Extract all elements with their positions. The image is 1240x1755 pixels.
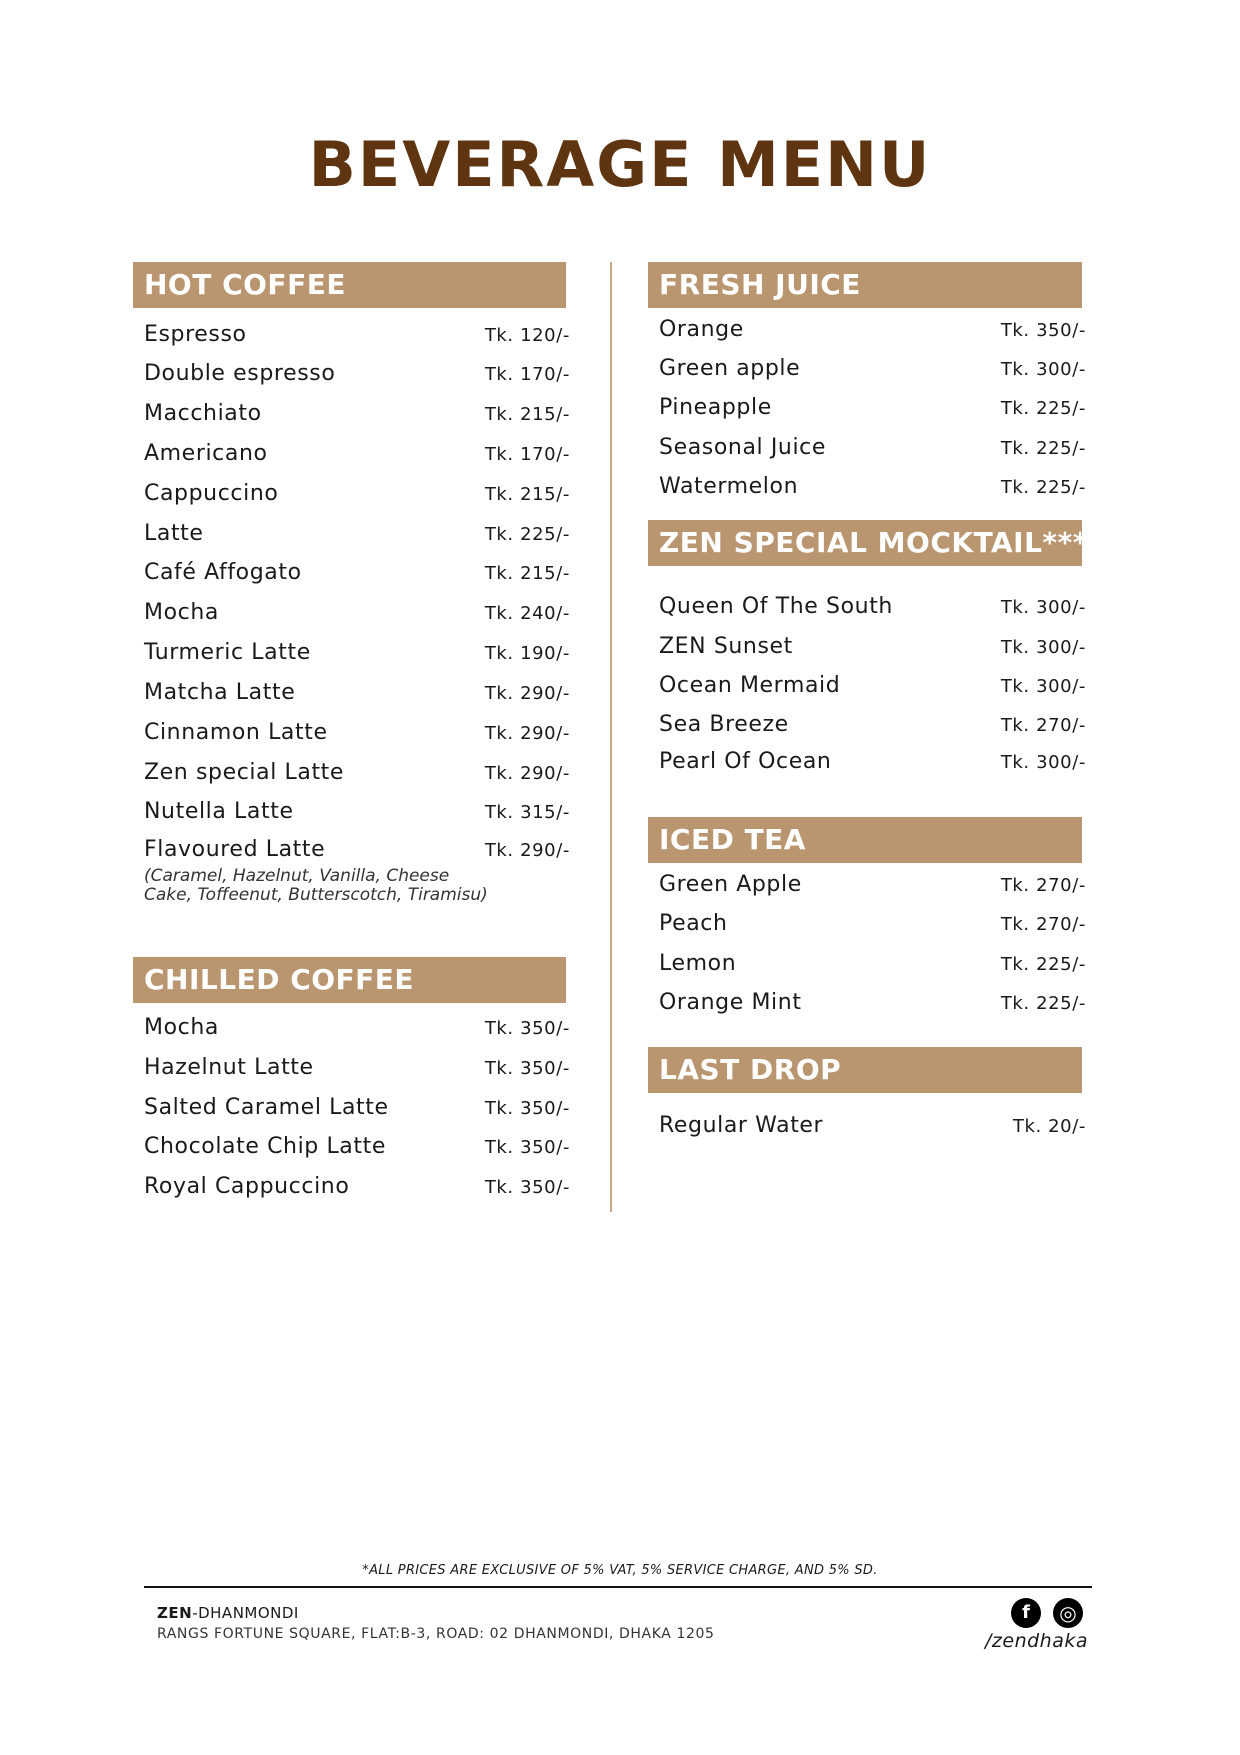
- item-name: Americano: [144, 441, 268, 466]
- item-name: Cinnamon Latte: [144, 720, 328, 745]
- item-name: Green Apple: [659, 872, 802, 897]
- item-price: Tk. 240/-: [484, 603, 570, 624]
- item-price: Tk. 315/-: [484, 802, 570, 823]
- menu-item: [659, 594, 1086, 634]
- item-price: Tk. 270/-: [1000, 715, 1086, 736]
- item-name: Espresso: [144, 322, 247, 347]
- menu-item: [659, 872, 1086, 912]
- menu-item: [144, 720, 570, 760]
- section-mocktail: [648, 520, 1088, 790]
- menu-item: [144, 481, 570, 521]
- section-heading: CHILLED COFFEE: [133, 957, 566, 1003]
- section-heading: ICED TEA: [648, 817, 1082, 863]
- item-name: Queen Of The South: [659, 594, 893, 619]
- menu-item: [144, 322, 570, 362]
- item-name: Turmeric Latte: [144, 640, 311, 665]
- item-price: Tk. 350/-: [484, 1058, 570, 1079]
- section-heading: LAST DROP: [648, 1047, 1082, 1093]
- item-name: Nutella Latte: [144, 799, 294, 824]
- page-title: BEVERAGE MENU: [308, 128, 932, 201]
- item-name: Pearl Of Ocean: [659, 749, 832, 774]
- flavour-note: [144, 867, 488, 905]
- item-name: Pineapple: [659, 395, 772, 420]
- item-price: Tk. 300/-: [1000, 637, 1086, 658]
- menu-item: [659, 634, 1086, 674]
- menu-item: [144, 1055, 570, 1095]
- item-name: Green apple: [659, 356, 801, 381]
- item-price: Tk. 270/-: [1000, 914, 1086, 935]
- menu-item: [144, 521, 570, 561]
- item-name: Matcha Latte: [144, 680, 296, 705]
- item-name: Lemon: [659, 951, 737, 976]
- section-heading: HOT COFFEE: [133, 262, 566, 308]
- flavour-note-line: Cake, Toffeenut, Butterscotch, Tiramisu): [144, 885, 488, 905]
- item-name: Salted Caramel Latte: [144, 1095, 389, 1120]
- menu-item: [659, 395, 1086, 435]
- item-name: Peach: [659, 911, 728, 936]
- menu-item: [659, 673, 1086, 713]
- menu-item: [144, 640, 570, 680]
- menu-item: [144, 1015, 570, 1055]
- item-price: Tk. 170/-: [484, 444, 570, 465]
- menu-item: [144, 441, 570, 481]
- item-price: Tk. 290/-: [484, 840, 570, 861]
- item-price: Tk. 225/-: [1000, 438, 1086, 459]
- menu-item: [144, 401, 570, 441]
- section-chilled-coffee: [133, 957, 570, 1207]
- item-price: Tk. 300/-: [1000, 597, 1086, 618]
- item-price: Tk. 290/-: [484, 723, 570, 744]
- item-price: Tk. 215/-: [484, 404, 570, 425]
- item-name: Double espresso: [144, 361, 336, 386]
- menu-item: [144, 1134, 570, 1174]
- item-price: Tk. 290/-: [484, 763, 570, 784]
- item-price: Tk. 225/-: [1000, 398, 1086, 419]
- item-price: Tk. 300/-: [1000, 359, 1086, 380]
- item-name: Flavoured Latte: [144, 837, 326, 862]
- item-name: Café Affogato: [144, 560, 302, 585]
- item-price: Tk. 225/-: [484, 524, 570, 545]
- item-price: Tk. 350/-: [484, 1098, 570, 1119]
- item-name: ZEN Sunset: [659, 634, 793, 659]
- item-name: Seasonal Juice: [659, 435, 827, 460]
- item-name: Ocean Mermaid: [659, 673, 841, 698]
- item-name: Chocolate Chip Latte: [144, 1134, 386, 1159]
- menu-item: [144, 1095, 570, 1135]
- social-handle[interactable]: /zendhaka: [985, 1630, 1088, 1652]
- item-price: Tk. 190/-: [484, 643, 570, 664]
- flavour-note-line: (Caramel, Hazelnut, Vanilla, Cheese: [144, 866, 450, 886]
- item-price: Tk. 350/-: [484, 1137, 570, 1158]
- item-price: Tk. 215/-: [484, 563, 570, 584]
- menu-item: [144, 799, 570, 839]
- item-price: Tk. 290/-: [484, 683, 570, 704]
- item-name: Mocha: [144, 600, 219, 625]
- menu-item: [659, 317, 1086, 357]
- menu-item: [659, 1113, 1086, 1153]
- item-price: Tk. 170/-: [484, 364, 570, 385]
- menu-item: [144, 1174, 570, 1214]
- menu-item: [659, 951, 1086, 991]
- item-name: Sea Breeze: [659, 712, 789, 737]
- item-name: Latte: [144, 521, 204, 546]
- item-price: Tk. 350/-: [484, 1177, 570, 1198]
- item-price: Tk. 120/-: [484, 325, 570, 346]
- section-iced-tea: [648, 817, 1086, 1027]
- item-price: Tk. 20/-: [1012, 1116, 1086, 1137]
- item-name: Hazelnut Latte: [144, 1055, 314, 1080]
- item-price: Tk. 215/-: [484, 484, 570, 505]
- menu-item: [144, 361, 570, 401]
- item-name: Regular Water: [659, 1113, 824, 1138]
- item-price: Tk. 225/-: [1000, 993, 1086, 1014]
- item-price: Tk. 225/-: [1000, 954, 1086, 975]
- item-name: Zen special Latte: [144, 760, 345, 785]
- footer-brand: [157, 1604, 299, 1622]
- footer-address: RANGS FORTUNE SQUARE, FLAT:B-3, ROAD: 02 DHANMONDI, DHAKA 1205: [157, 1626, 715, 1642]
- vat-note: *ALL PRICES ARE EXCLUSIVE OF 5% VAT, 5% SERVICE CHARGE, AND 5% SD.: [362, 1563, 878, 1578]
- section-last-drop: [648, 1047, 1086, 1157]
- brand-name: ZEN: [157, 1604, 193, 1622]
- item-name: Mocha: [144, 1015, 219, 1040]
- section-heading: ZEN SPECIAL MOCKTAIL***: [648, 520, 1082, 566]
- item-price: Tk. 350/-: [1000, 320, 1086, 341]
- brand-branch: -DHANMONDI: [192, 1604, 299, 1622]
- menu-item: [144, 680, 570, 720]
- menu-item: [659, 474, 1086, 514]
- menu-item: [144, 560, 570, 600]
- column-divider: [610, 262, 612, 1212]
- menu-item: [659, 356, 1086, 396]
- section-hot-coffee: [133, 262, 570, 912]
- item-price: Tk. 300/-: [1000, 752, 1086, 773]
- item-price: Tk. 350/-: [484, 1018, 570, 1039]
- section-heading: FRESH JUICE: [648, 262, 1082, 308]
- menu-item: [144, 600, 570, 640]
- item-name: Watermelon: [659, 474, 799, 499]
- item-price: Tk. 225/-: [1000, 477, 1086, 498]
- menu-item: [659, 435, 1086, 475]
- section-fresh-juice: [648, 262, 1086, 512]
- menu-item: [659, 712, 1086, 752]
- item-price: Tk. 300/-: [1000, 676, 1086, 697]
- item-name: Cappuccino: [144, 481, 279, 506]
- item-name: Orange: [659, 317, 744, 342]
- item-price: Tk. 270/-: [1000, 875, 1086, 896]
- menu-item: [144, 760, 570, 800]
- menu-item: [659, 911, 1086, 951]
- facebook-icon[interactable]: f: [1011, 1598, 1041, 1628]
- item-name: Royal Cappuccino: [144, 1174, 350, 1199]
- item-name: Macchiato: [144, 401, 262, 426]
- menu-item: [659, 749, 1086, 789]
- menu-item: [659, 990, 1086, 1030]
- footer-rule: [144, 1586, 1092, 1588]
- instagram-icon[interactable]: ◎: [1053, 1598, 1083, 1628]
- item-name: Orange Mint: [659, 990, 802, 1015]
